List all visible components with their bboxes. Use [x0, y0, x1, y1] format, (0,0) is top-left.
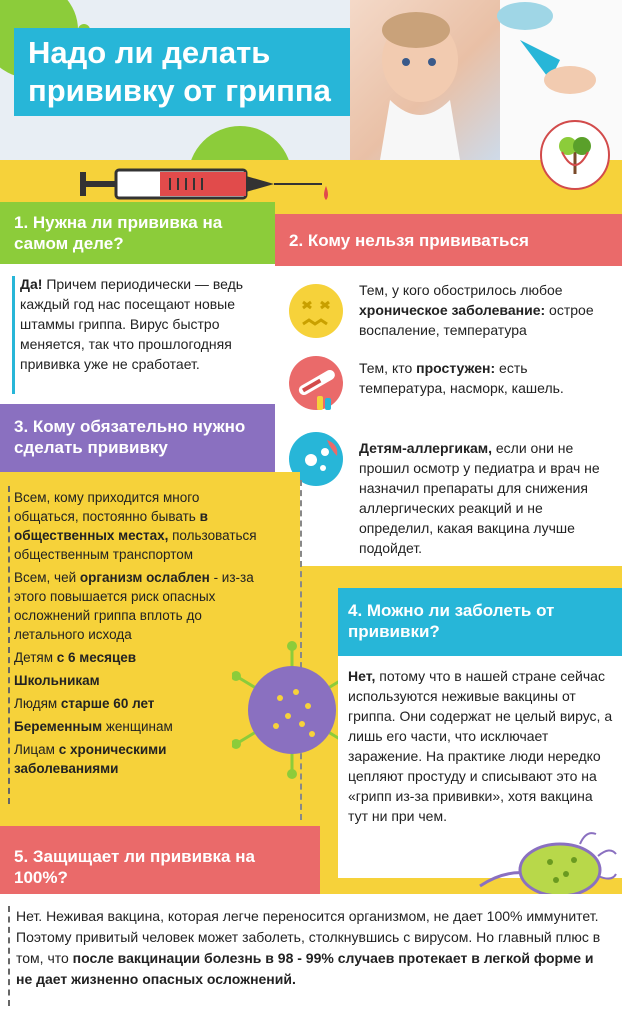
- title-box: [14, 28, 350, 116]
- syringe-icon: [60, 164, 360, 204]
- section5-body: [0, 894, 622, 1016]
- section3-dashed-line: [8, 486, 10, 804]
- section1-answer: Да!: [20, 276, 43, 292]
- list-item: [14, 488, 264, 564]
- item-bold: Школьникам: [14, 673, 100, 688]
- item-lead: Детям: [14, 650, 57, 665]
- section1-header: [0, 202, 275, 264]
- section1-body: [0, 264, 275, 404]
- item-bold: Детям-аллергикам,: [359, 440, 492, 456]
- section1-explanation: Причем периодически — ведь каждый год нас посещают новые штаммы гриппа. Вирус быстро меняется, так что прошлогодняя прививка уже не сработает.: [20, 276, 244, 372]
- header-area: [0, 0, 622, 160]
- section2-item-3: [359, 438, 609, 558]
- item-lead: Тем, кто: [359, 360, 417, 376]
- section1-text: [20, 274, 270, 374]
- item-bold: в общественных местах,: [14, 509, 208, 543]
- item-bold: простужен:: [416, 360, 496, 376]
- list-item: [14, 717, 264, 736]
- virus-decoration-icon: [170, 118, 310, 160]
- section5-text: [16, 906, 612, 990]
- section2-item-2: [359, 358, 609, 398]
- item-rest: женщинам: [102, 719, 173, 734]
- item-lead: Людям: [14, 696, 61, 711]
- section5-header: [0, 826, 320, 894]
- item-lead: Всем, чей: [14, 570, 80, 585]
- section3-list: [14, 488, 264, 778]
- item-rest: острое воспаление, температура: [359, 302, 594, 338]
- virus-illustration-icon: [232, 640, 352, 780]
- section3-heading: 3. Кому обязательно нужно сделать прививку: [14, 417, 246, 457]
- list-item: [14, 648, 264, 667]
- section3-header: [0, 404, 275, 472]
- item-bold: с 6 месяцев: [56, 650, 137, 665]
- item-rest: если они не прошил осмотр у педиатра и врач не назначил препараты для снижения аллергических реакций и не определил, какая вакцина лучше подойдет.: [359, 440, 600, 556]
- section4-header: [338, 588, 622, 656]
- section5-conclusion: после вакцинации болезнь в 98 - 99% случаев протекает в легкой форме и не дает жизненно опасных осложнений.: [16, 950, 594, 987]
- item-rest: есть температура, насморк, кашель.: [359, 360, 564, 396]
- item-bold: организм ослаблен: [79, 570, 210, 585]
- list-item: [14, 671, 264, 690]
- section4-text: [348, 666, 616, 826]
- sick-face-icon: [287, 282, 345, 340]
- section1-accent-bar: [12, 276, 15, 394]
- section4-answer: Нет,: [348, 668, 376, 684]
- section4-explanation: потому что в нашей стране сейчас используются неживые вакцины от гриппа. Они содержат не целый вирус, а лишь его части, что исключает заражение. На практике люди нередко цепляют простуду и списывают это на «грипп из-за прививки», хотя вакцина тут ни при чем.: [348, 668, 613, 824]
- section4-heading: 4. Можно ли заболеть от прививки?: [348, 601, 555, 641]
- item-bold: с хроническими заболеваниями: [14, 742, 167, 776]
- section5-heading: 5. Защищает ли прививка на 100%?: [14, 847, 255, 887]
- item-bold: хроническое заболевание:: [359, 302, 546, 318]
- item-bold: Беременным: [14, 719, 103, 734]
- section2-header: [275, 214, 622, 266]
- item-lead: Всем, кому приходится много общаться, постоянно бывать: [14, 490, 200, 524]
- thermometer-icon: [287, 354, 345, 412]
- item-rest: пользоваться общественным транспортом: [14, 528, 257, 562]
- section2-body: [275, 266, 622, 566]
- section5-explanation: Нет. Неживая вакцина, которая легче переносится организмом, не дает 100% иммунитет. Поэтому привитый человек может заболеть, столкнувшись с вирусом. Но главный плюс в том, что: [16, 908, 601, 966]
- item-bold: старше 60 лет: [60, 696, 155, 711]
- item-rest: - из-за этого повышается риск опасных осложнений гриппа вплоть до летального исхода: [14, 570, 254, 642]
- item-lead: Тем, у кого обострилось любое: [359, 282, 563, 298]
- list-item: [14, 694, 264, 713]
- section2-heading: 2. Кому нельзя прививаться: [289, 231, 529, 250]
- list-item: [14, 740, 204, 778]
- clinic-logo: [540, 120, 610, 190]
- section1-heading: 1. Нужна ли прививка на самом деле?: [14, 213, 223, 253]
- page-title: Надо ли делать прививку от гриппа: [28, 35, 331, 108]
- section5-dashed-line: [8, 906, 10, 1006]
- list-item: [14, 568, 264, 644]
- section2-item-1: [359, 280, 617, 340]
- item-lead: Лицам: [14, 742, 59, 757]
